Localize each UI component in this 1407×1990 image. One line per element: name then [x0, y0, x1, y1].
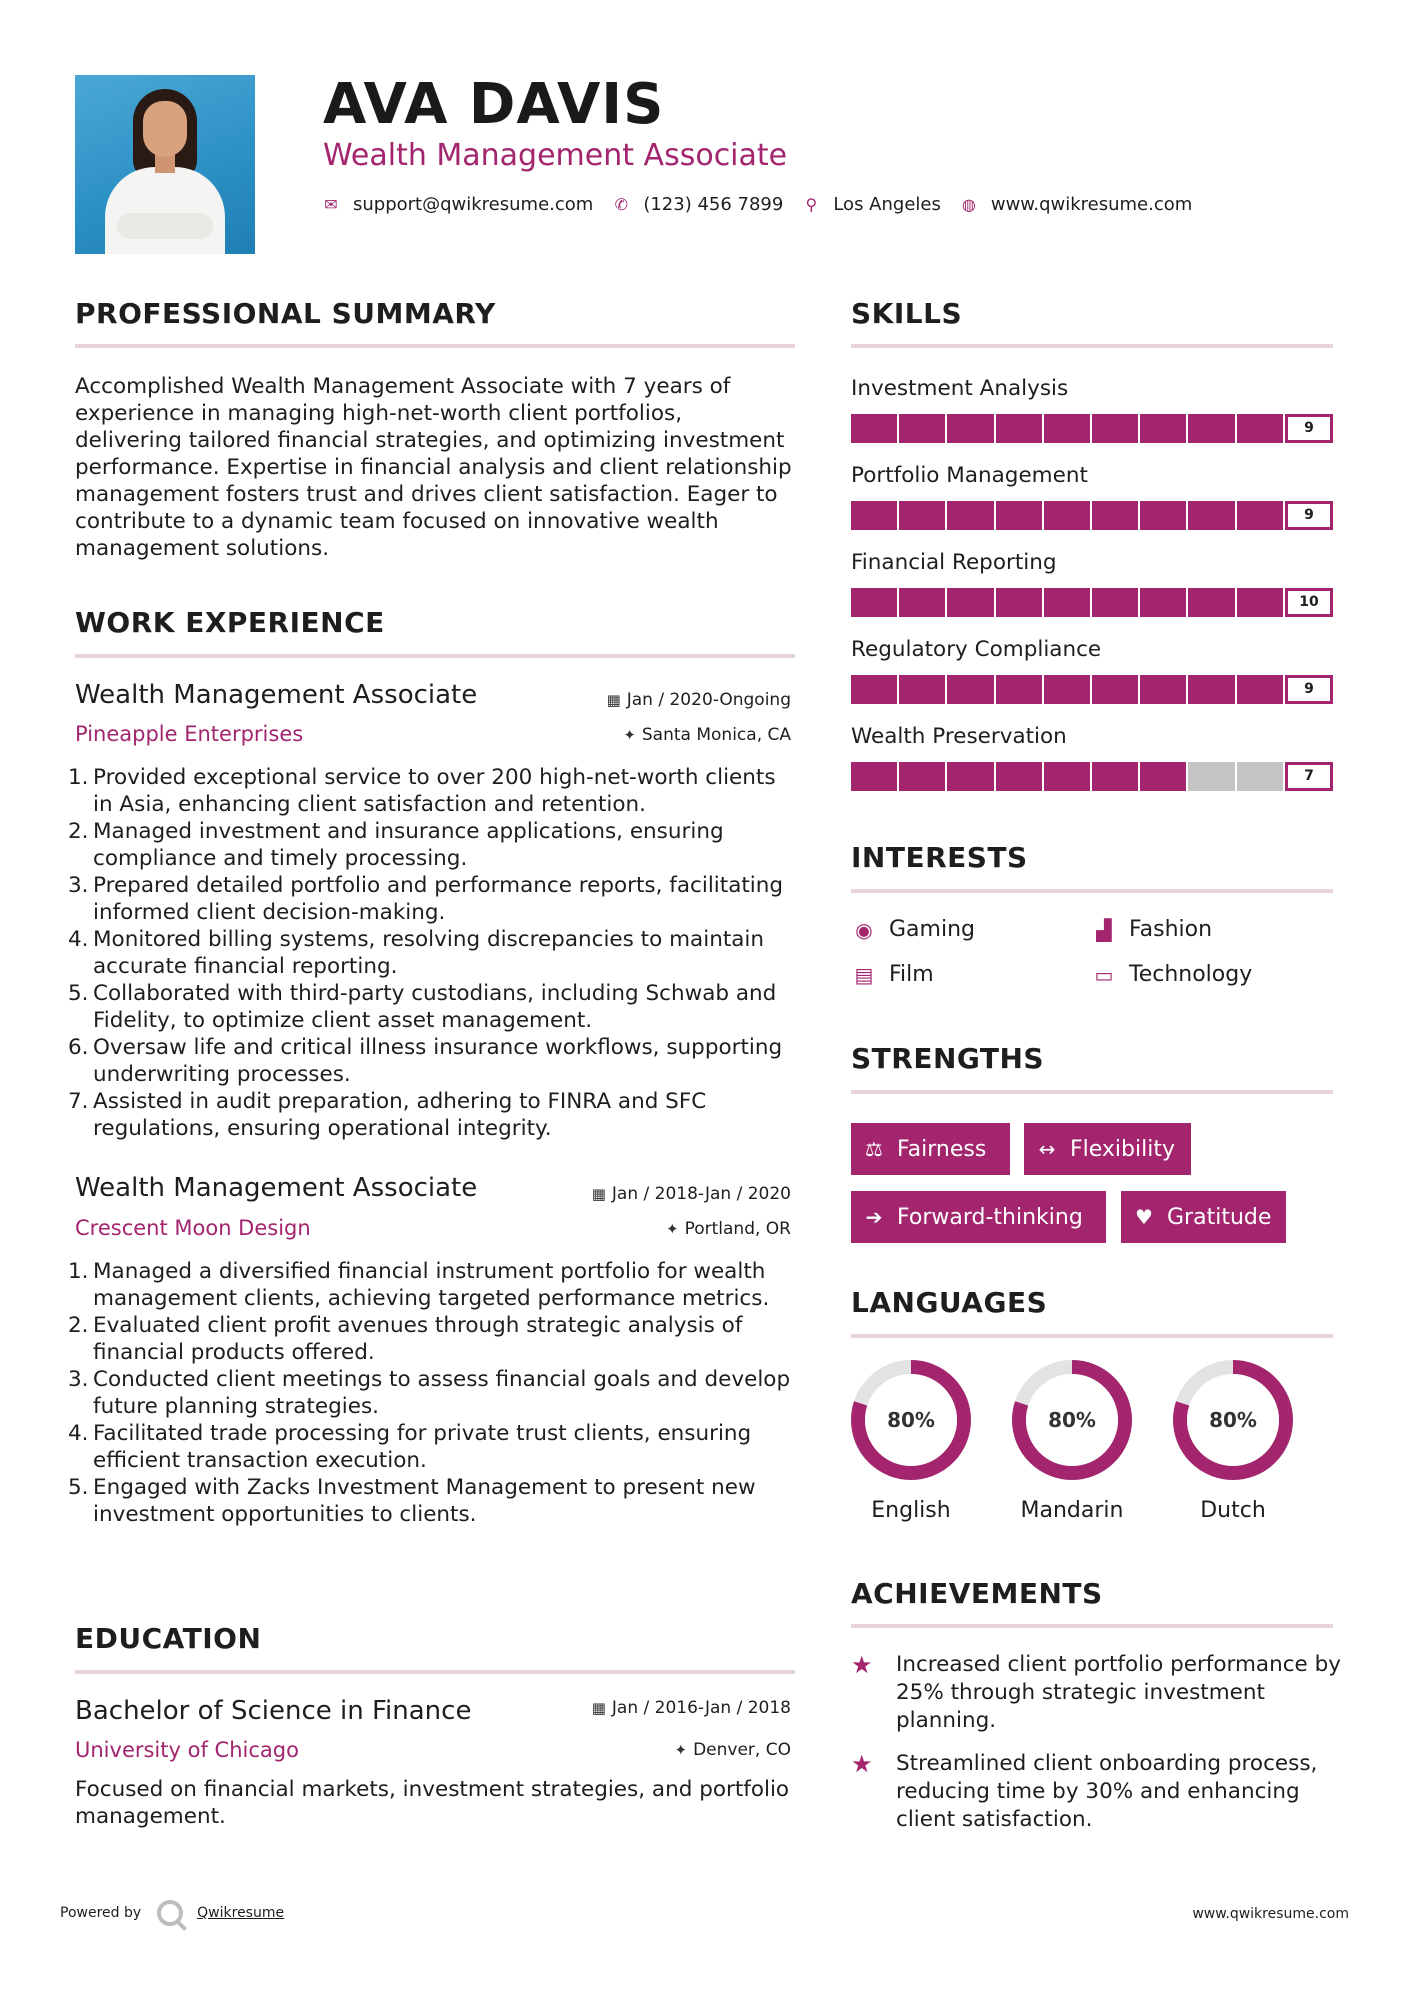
interest-film: ▤ Film [851, 962, 934, 987]
qwikresume-logo-icon [157, 1900, 183, 1926]
skill-bar-segment [1188, 414, 1236, 443]
skill-bar-segment [851, 762, 899, 791]
language-ring [849, 1358, 973, 1482]
skill-level-bar [851, 588, 1333, 617]
skill-level-bar [851, 414, 1333, 443]
skill-name: Portfolio Management [851, 463, 1088, 488]
candidate-name: AVA DAVIS [323, 72, 665, 137]
education-heading: EDUCATION [75, 1622, 262, 1655]
heart-icon: ♥ [1135, 1205, 1153, 1229]
languages-heading: LANGUAGES [851, 1286, 1048, 1319]
arrows-horizontal-icon: ↔ [1038, 1137, 1056, 1161]
skill-bar-segment [1237, 675, 1285, 704]
film-icon: ▤ [854, 962, 874, 987]
skill-level-bar [851, 675, 1333, 704]
degree-title: Bachelor of Science in Finance [75, 1696, 472, 1726]
skills-divider [851, 344, 1333, 348]
skill-level-badge: 9 [1285, 675, 1333, 704]
skill-level-badge: 10 [1285, 588, 1333, 617]
language-percent: 80% [887, 1408, 935, 1432]
education-dates: ▦ Jan / 2016-Jan / 2018 [591, 1698, 791, 1718]
list-item: 4. Facilitated trade processing for private trust clients, ensuring efficient transaction execution. [68, 1421, 752, 1473]
school-name: University of Chicago [75, 1738, 299, 1762]
skill-level-bar [851, 501, 1333, 530]
list-item: 4. Monitored billing systems, resolving discrepancies to maintain accurate financial reporting. [68, 927, 765, 979]
language-item [1010, 1358, 1134, 1523]
arrow-right-icon: ➔ [865, 1205, 883, 1229]
skill-bar-segment [851, 588, 899, 617]
skill-bar-segment [947, 414, 995, 443]
list-item: 3. Prepared detailed portfolio and performance reports, facilitating informed client decision-making. [68, 873, 784, 925]
contact-location: Los Angeles [833, 194, 941, 215]
pushpin-icon: ✦ [674, 1741, 688, 1759]
interest-technology: ▭ Technology [1091, 962, 1252, 987]
calendar-icon: ▦ [591, 1185, 606, 1203]
skill-bar-segment [851, 675, 899, 704]
interests-heading: INTERESTS [851, 841, 1028, 874]
language-item [1171, 1358, 1295, 1523]
strength-tag: ➔ Forward-thinking [851, 1191, 1106, 1243]
skill-bar-segment [1044, 501, 1092, 530]
powered-by-label: Powered by [60, 1905, 142, 1921]
candidate-title: Wealth Management Associate [323, 138, 788, 173]
contact-email[interactable]: support@qwikresume.com [353, 194, 594, 215]
balance-scale-icon: ⚖ [865, 1137, 883, 1161]
job-bullets [68, 764, 798, 1142]
skill-bar-segment [1044, 762, 1092, 791]
skill-level-bar [851, 762, 1333, 791]
job-title: Wealth Management Associate [75, 680, 478, 710]
experience-heading: WORK EXPERIENCE [75, 606, 385, 639]
skill-bar-segment [1188, 501, 1236, 530]
job-title: Wealth Management Associate [75, 1173, 478, 1203]
job-location: ✦ Santa Monica, CA [623, 725, 791, 745]
language-item [849, 1358, 973, 1523]
skill-bar-segment [947, 588, 995, 617]
strengths-heading: STRENGTHS [851, 1042, 1045, 1075]
summary-divider [75, 344, 795, 348]
phone-icon: ✆ [614, 195, 629, 214]
pushpin-icon: ✦ [623, 726, 636, 744]
pushpin-icon: ✦ [666, 1220, 679, 1238]
skill-bar-segment [1188, 762, 1236, 791]
language-name: Dutch [1200, 1498, 1266, 1523]
contact-website[interactable]: www.qwikresume.com [990, 194, 1193, 215]
interest-gaming: ◉ Gaming [851, 917, 975, 942]
skill-bar-segment [1044, 675, 1092, 704]
skill-bar-segment [1092, 414, 1140, 443]
skill-bar-segment [1237, 762, 1285, 791]
skill-bar-segment [996, 588, 1044, 617]
education-location: ✦ Denver, CO [674, 1740, 791, 1760]
skill-bar-segment [899, 588, 947, 617]
shopping-bag-icon: ▟ [1096, 917, 1112, 942]
job-location: ✦ Portland, OR [666, 1219, 791, 1239]
skill-bar-segment [851, 414, 899, 443]
skill-name: Regulatory Compliance [851, 637, 1102, 662]
gamepad-icon: ◉ [855, 917, 873, 942]
skill-bar-segment [851, 501, 899, 530]
globe-icon: ◍ [961, 195, 976, 214]
skill-bar-segment [1140, 588, 1188, 617]
skill-bar-segment [1092, 762, 1140, 791]
skills-heading: SKILLS [851, 297, 963, 330]
achievements-divider [851, 1624, 1333, 1628]
language-percent: 80% [1209, 1408, 1257, 1432]
interest-fashion: ▟ Fashion [1091, 917, 1212, 942]
star-icon: ★ [851, 1651, 873, 1679]
skill-bar-segment [899, 762, 947, 791]
strength-tag: ♥ Gratitude [1121, 1191, 1286, 1243]
list-item: 1. Managed a diversified financial instrument portfolio for wealth management clients, achieving targeted performance metrics. [68, 1259, 770, 1311]
skill-bar-segment [947, 501, 995, 530]
strength-tag: ↔ Flexibility [1024, 1123, 1191, 1175]
skill-bar-segment [996, 762, 1044, 791]
skill-bar-segment [899, 675, 947, 704]
list-item: 1. Provided exceptional service to over 200 high-net-worth clients in Asia, enhancing client satisfaction and retention. [68, 765, 776, 817]
skill-bar-segment [1092, 588, 1140, 617]
contact-phone[interactable]: (123) 456 7899 [643, 194, 784, 215]
summary-text: Accomplished Wealth Management Associate with 7 years of experience in managing high-net-worth client portfolios, delivering tailored financial strategies, and optimizing investment performance. Expertise in financial analysis and client relationship management fosters trust and drives client satisfaction. Eager to contribute to a dynamic team focused on innovative wealth management solutions. [75, 374, 792, 561]
skill-bar-segment [1237, 414, 1285, 443]
star-icon: ★ [851, 1750, 873, 1778]
skill-bar-segment [1092, 501, 1140, 530]
contact-bar [323, 194, 1212, 215]
skill-bar-segment [1092, 675, 1140, 704]
strength-tag: ⚖ Fairness [851, 1123, 1010, 1175]
profile-photo [75, 75, 255, 254]
skill-bar-segment [996, 414, 1044, 443]
achievement-item: ★ Streamlined client onboarding process, reducing time by 30% and enhancing client satisfaction. [851, 1750, 1318, 1832]
footer-website[interactable]: www.qwikresume.com [1192, 1906, 1349, 1922]
skill-bar-segment [899, 414, 947, 443]
skill-bar-segment [947, 762, 995, 791]
language-ring [1171, 1358, 1295, 1482]
education-divider [75, 1670, 795, 1674]
brand-link[interactable]: Qwikresume [197, 1905, 285, 1921]
language-name: Mandarin [1020, 1498, 1124, 1523]
list-item: 7. Assisted in audit preparation, adhering to FINRA and SFC regulations, ensuring operational integrity. [68, 1089, 707, 1141]
skill-bar-segment [1188, 675, 1236, 704]
skill-bar-segment [1188, 588, 1236, 617]
skill-bar-segment [947, 675, 995, 704]
skill-name: Financial Reporting [851, 550, 1057, 575]
job-dates: ▦ Jan / 2018-Jan / 2020 [591, 1184, 791, 1204]
skill-bar-segment [1140, 675, 1188, 704]
skill-bar-segment [1140, 501, 1188, 530]
map-pin-icon: ⚲ [805, 195, 818, 214]
achievements-heading: ACHIEVEMENTS [851, 1577, 1103, 1610]
list-item: 5. Engaged with Zacks Investment Management to present new investment opportunities to clients. [68, 1475, 756, 1527]
skill-bar-segment [899, 501, 947, 530]
skill-bar-segment [996, 501, 1044, 530]
job-company: Crescent Moon Design [75, 1216, 311, 1240]
language-ring [1010, 1358, 1134, 1482]
footer-powered-by [60, 1900, 284, 1926]
languages-divider [851, 1334, 1333, 1338]
skill-level-badge: 9 [1285, 414, 1333, 443]
job-bullets [68, 1258, 798, 1528]
summary-heading: PROFESSIONAL SUMMARY [75, 297, 496, 330]
language-percent: 80% [1048, 1408, 1096, 1432]
achievement-item: ★ Increased client portfolio performance by 25% through strategic investment planning. [851, 1651, 1341, 1733]
list-item: 2. Managed investment and insurance applications, ensuring compliance and timely processing. [68, 819, 724, 871]
list-item: 5. Collaborated with third-party custodians, including Schwab and Fidelity, to optimize client asset management. [68, 981, 777, 1033]
skill-bar-segment [1237, 588, 1285, 617]
job-dates: ▦ Jan / 2020-Ongoing [606, 690, 791, 710]
calendar-icon: ▦ [591, 1699, 606, 1717]
mail-icon: ✉ [324, 195, 338, 214]
skill-bar-segment [1237, 501, 1285, 530]
skill-name: Investment Analysis [851, 376, 1069, 401]
job-company: Pineapple Enterprises [75, 722, 304, 746]
skill-level-badge: 9 [1285, 501, 1333, 530]
list-item: 2. Evaluated client profit avenues through strategic analysis of financial products offered. [68, 1313, 743, 1365]
calendar-icon: ▦ [606, 691, 621, 709]
language-name: English [871, 1498, 951, 1523]
skill-bar-segment [996, 675, 1044, 704]
list-item: 3. Conducted client meetings to assess financial goals and develop future planning strategies. [68, 1367, 791, 1419]
skill-bar-segment [1140, 762, 1188, 791]
education-description: Focused on financial markets, investment strategies, and portfolio management. [75, 1777, 790, 1829]
skill-bar-segment [1140, 414, 1188, 443]
interests-divider [851, 889, 1333, 893]
list-item: 6. Oversaw life and critical illness insurance workflows, supporting underwriting processes. [68, 1035, 783, 1087]
skill-name: Wealth Preservation [851, 724, 1067, 749]
laptop-icon: ▭ [1094, 962, 1114, 987]
experience-divider [75, 654, 795, 658]
skill-bar-segment [1044, 414, 1092, 443]
skill-bar-segment [1044, 588, 1092, 617]
strengths-divider [851, 1090, 1333, 1094]
skill-level-badge: 7 [1285, 762, 1333, 791]
